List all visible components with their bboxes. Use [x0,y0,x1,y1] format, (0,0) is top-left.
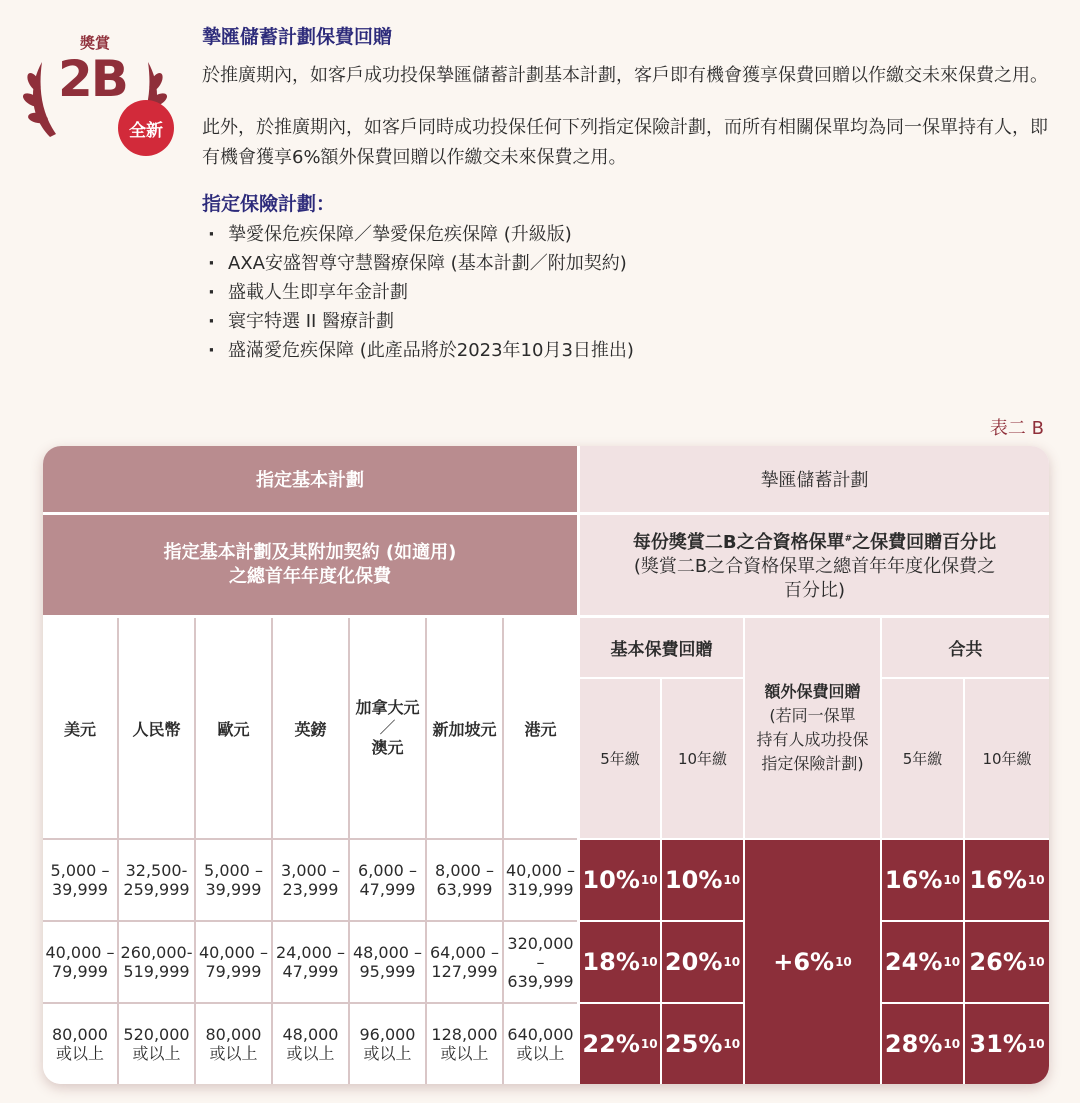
cell-line: 或以上 [440,1044,489,1063]
currency-rmb: 人民幣 [119,618,194,838]
footnote-mark: 10 [640,1037,658,1051]
footnote-mark: 10 [835,955,852,969]
table-cell [427,922,502,1002]
extra-rebate-line: 持有人成功投保 [756,730,869,749]
pct-value: 24% [884,948,943,976]
hash-mark: # [844,534,853,544]
rebate-table [43,446,1049,1084]
footnote-mark: 10 [943,1037,961,1051]
pct-value: 25% [664,1030,723,1058]
cell-line: 128,000 [431,1025,498,1044]
table-cell [504,840,577,920]
total-10yr-header: 10年繳 [965,679,1049,838]
cell-line: 127,999 [431,962,498,981]
currency-cad: 加拿大元 [355,698,420,717]
cell-line: 319,999 [507,880,574,899]
currency-cad-aud [350,618,425,838]
basic-5yr-row2 [580,922,660,1002]
divider [271,618,273,1084]
basic-5yr-row3 [580,1004,660,1084]
cell-line: 或以上 [286,1044,335,1063]
extra-rebate-line: (若同一保單 [769,706,856,725]
cell-line: 320,000 – [507,933,574,972]
table-cell [350,840,425,920]
divider [43,838,577,840]
cell-line: 5,000 – [204,861,263,880]
right-header: 摯匯儲蓄計劃 [580,446,1049,512]
table-cell [273,922,348,1002]
cell-line: 95,999 [359,962,416,981]
table-cell [427,1004,502,1084]
basic-5yr-row1 [580,840,660,920]
cell-line: 64,000 – [429,943,500,962]
cell-line: 519,999 [123,962,190,981]
left-sub-header [43,515,577,615]
pct-value: 10% [664,866,723,894]
cell-line: 639,999 [507,971,574,991]
award-badge [20,28,180,168]
table-cell [43,922,117,1002]
table-cell [196,1004,271,1084]
cell-line: 或以上 [516,1044,565,1063]
cell-line: 6,000 – [358,861,417,880]
total-10yr-row3 [965,1004,1049,1084]
table-cell [427,840,502,920]
divider [194,618,196,1084]
pct-value: 20% [664,948,723,976]
cell-line: 23,999 [282,880,339,899]
table-cell [273,840,348,920]
left-sub-header-line2: 之總首年年度化保費 [229,566,391,587]
cell-line: 或以上 [132,1044,181,1063]
currency-hkd: 港元 [504,618,577,838]
total-5yr-row1 [882,840,963,920]
footnote-mark: 10 [640,955,658,969]
right-sub-header-text: 每份獎賞二B之合資格保單 [632,532,845,553]
footnote-mark: 10 [1027,955,1045,969]
paragraph-2: 此外，於推廣期內，如客戶同時成功投保任何下列指定保險計劃，而所有相關保單均為同一保單持有人，即有機會獲享6%額外保費回贈以作繳交未來保費之用。 [202,117,1048,168]
pct-value: +6% [773,948,835,976]
cell-line: 32,500- [125,861,188,880]
table-cell [119,922,194,1002]
list-item: · 盛滿愛危疾保障 (此產品將於2023年10月3日推出) [202,336,1052,365]
currency-aud: 澳元 [371,738,404,757]
left-sub-header-line1: 指定基本計劃及其附加契約 (如適用) [163,542,457,563]
currency-sgd: 新加坡元 [427,618,502,838]
basic-10yr-row3 [662,1004,743,1084]
badge-new-label: 全新 [118,100,174,156]
divider [425,618,427,1084]
table-cell [196,840,271,920]
cell-line: 40,000 – [198,943,269,962]
divider [43,1002,577,1004]
footnote-mark: 10 [1027,1037,1045,1051]
cell-line: 520,000 [123,1025,190,1044]
cell-line: 79,999 [205,962,262,981]
designated-title: 指定保險計劃： [202,193,336,215]
cell-line: 96,000 [359,1025,416,1044]
divider [117,618,119,1084]
cell-line: 79,999 [52,962,108,981]
right-sub-header [580,515,1049,615]
basic-10yr-row2 [662,922,743,1002]
cell-line: 260,000- [120,943,193,962]
cell-line: 40,000 – [505,861,576,880]
table-cell [43,1004,117,1084]
footnote-mark: 10 [640,873,658,887]
table-cell [504,922,577,1002]
cell-line: 47,999 [282,962,339,981]
cell-line: 63,999 [436,880,493,899]
cell-line: 或以上 [209,1044,258,1063]
basic-10yr-row1 [662,840,743,920]
right-sub-header-line1 [633,527,996,555]
paragraph-1: 於推廣期內，如客戶成功投保摯匯儲蓄計劃基本計劃，客戶即有機會獲享保費回贈以作繳交未來保費之用。 [202,65,1048,86]
basic-rebate-header: 基本保費回贈 [580,618,743,677]
extra-rebate-title: 額外保費回贈 [764,682,861,701]
list-item: · 盛載人生即享年金計劃 [202,278,1052,307]
right-sub-header-line3: 百分比) [783,580,846,601]
basic-5yr-header: 5年繳 [580,679,660,838]
list-item: · 寰宇特選 II 醫療計劃 [202,307,1052,336]
cell-line: 80,000 [52,1025,108,1044]
total-10yr-row1 [965,840,1049,920]
extra-rebate-line: 指定保險計劃) [761,754,864,773]
pct-value: 16% [884,866,943,894]
currency-gbp: 英鎊 [273,618,348,838]
total-5yr-row3 [882,1004,963,1084]
currency-separator: ／ [379,718,396,737]
pct-value: 26% [969,948,1027,976]
table-cell [273,1004,348,1084]
pct-value: 22% [582,1030,640,1058]
cell-line: 47,999 [359,880,416,899]
cell-line: 80,000 [205,1025,262,1044]
cell-line: 24,000 – [275,943,346,962]
cell-line: 或以上 [363,1044,412,1063]
list-item: · AXA安盛智尊守慧醫療保障 (基本計劃／附加契約) [202,249,1052,278]
cell-line: 3,000 – [281,861,340,880]
pct-value: 18% [582,948,640,976]
table-cell [43,840,117,920]
left-header: 指定基本計劃 [43,446,577,512]
table-label: 表二 B [989,418,1044,439]
footnote-mark: 10 [943,873,961,887]
table-cell [196,922,271,1002]
cell-line: 或以上 [55,1044,104,1063]
footnote-mark: 10 [723,1037,741,1051]
cell-line: 40,000 – [45,943,115,962]
cell-line: 48,000 [282,1025,339,1044]
table-cell [350,1004,425,1084]
currency-eur: 歐元 [196,618,271,838]
currency-usd: 美元 [43,618,117,838]
footnote-mark: 10 [1027,873,1045,887]
badge-main-label: 2B [58,50,127,108]
divider [502,618,504,1084]
designated-plan-list [202,220,1052,365]
basic-10yr-header: 10年繳 [662,679,743,838]
pct-value: 16% [969,866,1027,894]
cell-line: 640,000 [507,1025,574,1044]
total-10yr-row2 [965,922,1049,1002]
total-header: 合共 [882,618,1049,677]
right-sub-header-text-b: 之保費回贈百分比 [852,532,997,553]
divider [43,920,577,922]
footnote-mark: 10 [723,873,741,887]
cell-line: 5,000 – [50,861,110,880]
promo-content [202,22,1052,365]
pct-value: 31% [969,1030,1027,1058]
table-cell [350,922,425,1002]
table-cell [504,1004,577,1084]
footnote-mark: 10 [943,955,961,969]
cell-line: 8,000 – [435,861,494,880]
table-cell [119,840,194,920]
cell-line: 39,999 [52,880,108,899]
extra-rebate-value [745,840,880,1084]
divider [348,618,350,1084]
pct-value: 28% [884,1030,943,1058]
footnote-mark: 10 [723,955,741,969]
right-sub-header-line2: (獎賞二B之合資格保單之總首年年度化保費之 [633,556,996,577]
cell-line: 48,000 – [352,943,423,962]
total-5yr-header: 5年繳 [882,679,963,838]
total-5yr-row2 [882,922,963,1002]
section-title: 摯匯儲蓄計劃保費回贈 [202,26,393,48]
badge-top-label: 獎賞 [80,34,111,52]
table-cell [119,1004,194,1084]
extra-rebate-header [745,618,880,838]
cell-line: 259,999 [123,880,190,899]
pct-value: 10% [582,866,640,894]
cell-line: 39,999 [205,880,262,899]
list-item: · 摯愛保危疾保障／摯愛保危疾保障 (升級版) [202,220,1052,249]
